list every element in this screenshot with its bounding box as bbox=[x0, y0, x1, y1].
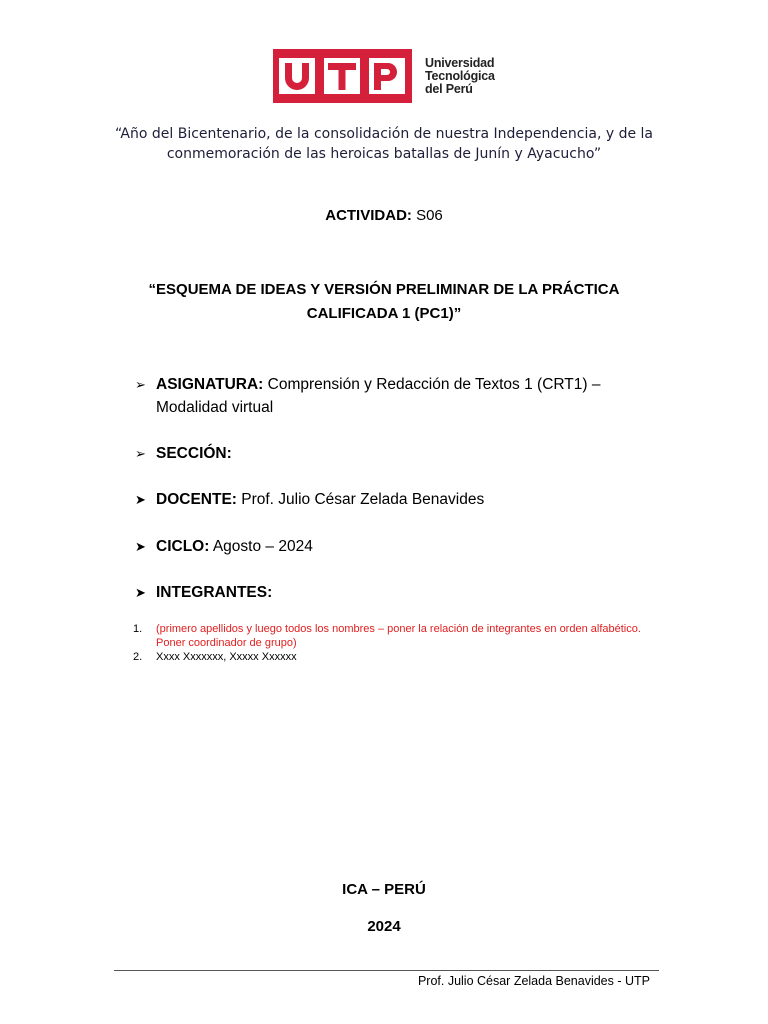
activity-value: S06 bbox=[411, 207, 443, 224]
item-value: Comprensión y Redacción de Textos 1 (CRT1) – bbox=[263, 376, 601, 393]
item-label: DOCENTE: bbox=[156, 491, 237, 508]
list-item bbox=[133, 622, 653, 650]
bullet-arrow-icon: ➤ bbox=[135, 492, 146, 507]
utp-logo-text bbox=[425, 57, 495, 96]
logo-line-3: del Perú bbox=[425, 81, 473, 96]
item-value: Prof. Julio César Zelada Benavides bbox=[236, 491, 485, 508]
year-motto bbox=[90, 124, 678, 164]
item-label: SECCIÓN: bbox=[156, 445, 232, 462]
activity-label: ACTIVIDAD: bbox=[325, 207, 412, 224]
member-instructions: (primero apellidos y luego todos los nombres – poner la relación de integrantes en orden alfabético. Poner coordinador de grupo) bbox=[156, 623, 641, 649]
utp-logo bbox=[273, 49, 495, 103]
logo-line-2: Tecnológica bbox=[425, 68, 495, 83]
title-line-2: CALIFICADA 1 (PC1)” bbox=[306, 305, 462, 322]
footer-divider bbox=[114, 970, 659, 971]
member-name: Xxxx Xxxxxxx, Xxxxx Xxxxxx bbox=[156, 651, 297, 663]
motto-line-1: “Año del Bicentenario, de la consolidación de nuestra Independencia, y de la bbox=[114, 126, 654, 142]
logo-line-1: Universidad bbox=[425, 55, 495, 70]
bullet-arrow-icon: ➤ bbox=[135, 585, 146, 600]
item-value-line-2: Modalidad virtual bbox=[156, 399, 274, 416]
utp-logo-mark bbox=[273, 49, 412, 103]
list-number: 2. bbox=[133, 651, 143, 663]
page-footer: Prof. Julio César Zelada Benavides - UTP bbox=[417, 974, 650, 988]
list-number: 1. bbox=[133, 623, 143, 635]
document-title bbox=[134, 278, 634, 326]
item-label: INTEGRANTES: bbox=[156, 584, 273, 601]
item-label: ASIGNATURA: bbox=[156, 376, 264, 393]
place-line: ICA – PERÚ bbox=[342, 881, 426, 898]
activity-line bbox=[0, 207, 768, 224]
item-label: CICLO: bbox=[156, 538, 210, 555]
members-list bbox=[133, 622, 653, 664]
title-line-1: “ESQUEMA DE IDEAS Y VERSIÓN PRELIMINAR DE LA PRÁCTICA bbox=[148, 281, 620, 298]
item-value: Agosto – 2024 bbox=[209, 538, 313, 555]
bullet-arrow-icon: ➤ bbox=[135, 539, 146, 554]
motto-line-2: conmemoración de las heroicas batallas de Junín y Ayacucho” bbox=[166, 146, 602, 162]
utp-letters-icon bbox=[273, 49, 412, 103]
bullet-arrow-icon: ➢ bbox=[135, 377, 146, 392]
bullet-arrow-icon: ➢ bbox=[135, 446, 146, 461]
list-item bbox=[133, 650, 653, 664]
year-line: 2024 bbox=[367, 918, 401, 935]
